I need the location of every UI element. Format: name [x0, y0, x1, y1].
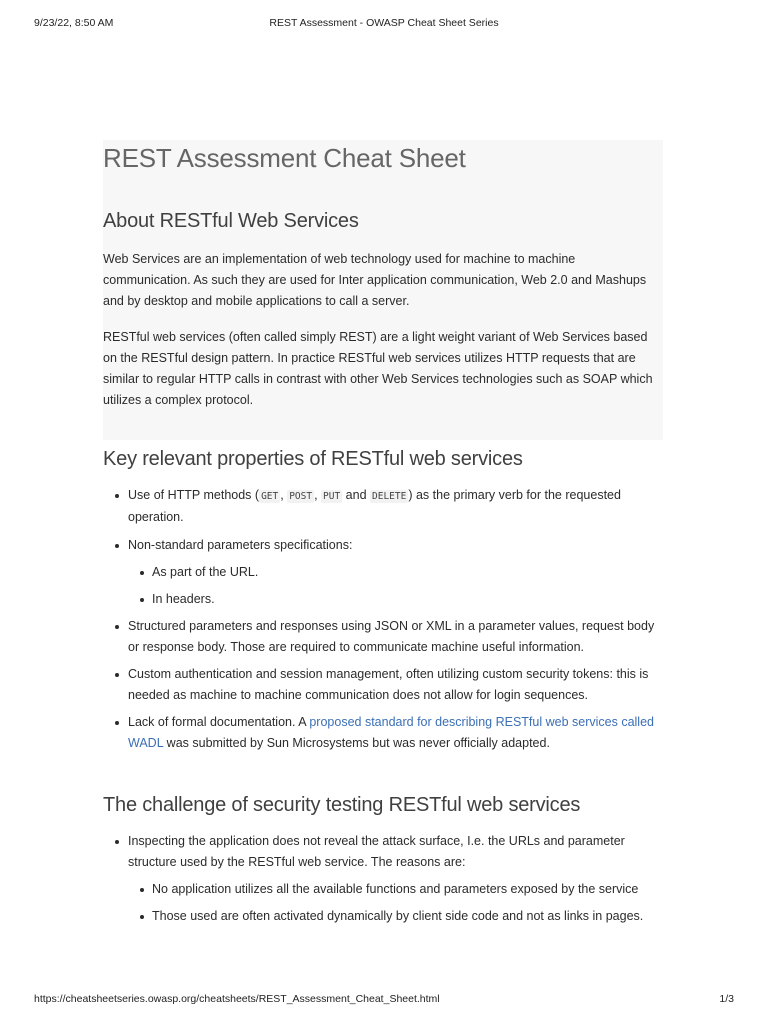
list-item: In headers.	[103, 589, 663, 610]
sub-list	[103, 562, 663, 610]
list-item: Inspecting the application does not reveal the attack surface, I.e. the URLs and parameter structure used by the RESTful web service. The reasons are: No application utilizes all the available functions and parameters exposed by the service Those used are often activated dynamically by client side code and not as links in pages.	[103, 831, 663, 927]
properties-list	[103, 485, 663, 754]
page-title: REST Assessment Cheat Sheet	[103, 143, 466, 173]
print-page-title: REST Assessment - OWASP Cheat Sheet Series	[269, 17, 499, 29]
http-method-post: POST	[289, 491, 313, 502]
list-item: Use of HTTP methods ( GET , POST , PUT and DELETE ) as the primary verb for the requested operation.	[103, 485, 663, 528]
about-paragraph-2: RESTful web services (often called simply REST) are a light weight variant of Web Services based on the RESTful design pattern. In practice RESTful web services utilizes HTTP requests that are similar to regular HTTP calls in contrast with other Web Services technologies such as SOAP which utilizes a complex protocol.	[103, 330, 653, 407]
list-item: Those used are often activated dynamically by client side code and not as links in pages.	[103, 906, 663, 927]
intro-section	[103, 140, 663, 440]
list-item: Custom authentication and session management, often utilizing custom security tokens: this is needed as machine to machine communication does not allow for login sequences.	[103, 664, 663, 706]
http-method-put: PUT	[323, 491, 341, 502]
challenge-list	[103, 831, 663, 927]
list-item: Structured parameters and responses using JSON or XML in a parameter values, request body or response body. Those are required to communicate machine useful information.	[103, 616, 663, 658]
print-footer	[34, 993, 734, 1007]
http-method-delete: DELETE	[372, 491, 407, 502]
print-datetime: 9/23/22, 8:50 AM	[34, 17, 114, 29]
about-heading: About RESTful Web Services	[103, 210, 359, 232]
wadl-link[interactable]: proposed standard for describing RESTful web services called WADL	[128, 715, 654, 750]
properties-section	[103, 445, 663, 754]
print-header	[34, 17, 734, 31]
print-page-number: 1/3	[719, 993, 734, 1005]
list-item: As part of the URL.	[103, 562, 663, 583]
about-paragraph-1: Web Services are an implementation of web technology used for machine to machine communication. As such they are used for Inter application communication, Web 2.0 and Mashups and by desktop and mobile applications to call a server.	[103, 252, 647, 308]
list-item: No application utilizes all the available functions and parameters exposed by the service	[103, 879, 663, 900]
properties-heading: Key relevant properties of RESTful web services	[103, 448, 523, 470]
sub-list	[103, 879, 663, 927]
http-method-get: GET	[261, 491, 279, 502]
list-item: Lack of formal documentation. A proposed standard for describing RESTful web services called WADL was submitted by Sun Microsystems but was never officially adapted.	[103, 712, 663, 754]
print-url: https://cheatsheetseries.owasp.org/cheatsheets/REST_Assessment_Cheat_Sheet.html	[34, 993, 440, 1005]
challenge-section	[103, 791, 663, 927]
challenge-heading: The challenge of security testing RESTful web services	[103, 794, 581, 816]
list-item: Non-standard parameters specifications: As part of the URL. In headers.	[103, 535, 663, 610]
